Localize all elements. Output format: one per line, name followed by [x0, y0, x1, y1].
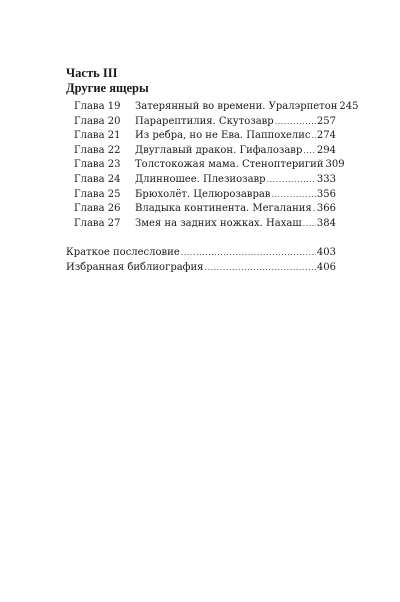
chapter-number: Глава 23	[74, 159, 121, 171]
dot-leader	[312, 129, 316, 144]
backmatter-list	[66, 245, 336, 275]
chapter-number: Глава 24	[74, 173, 121, 185]
chapter-title: Из ребра, но не Ева. Паппохелис	[135, 130, 311, 142]
toc-entry-bibliography[interactable]	[66, 260, 336, 275]
part-title: Другие ящеры	[66, 81, 149, 95]
part-label: Часть III	[66, 66, 118, 80]
page-number: 294	[316, 144, 336, 156]
dot-leader	[271, 188, 315, 203]
toc-entry-chapter-25[interactable]	[66, 188, 336, 203]
page-number: 309	[325, 159, 345, 171]
page-number: 403	[316, 247, 336, 259]
chapter-list	[66, 100, 359, 231]
page-number: 245	[339, 101, 359, 112]
page-number: 274	[316, 130, 336, 142]
toc-entry-afterword[interactable]	[66, 245, 336, 260]
entry-title: Избранная библиография	[66, 262, 204, 274]
chapter-number: Глава 27	[74, 217, 121, 229]
entry-title: Краткое послесловие	[66, 247, 180, 259]
chapter-number: Глава 26	[74, 203, 121, 215]
table-of-contents	[66, 66, 359, 275]
dot-leader	[205, 260, 316, 275]
dot-leader	[181, 245, 316, 260]
toc-entry-chapter-27[interactable]	[66, 217, 336, 232]
toc-entry-chapter-22[interactable]	[66, 144, 336, 159]
toc-entry-chapter-21[interactable]	[66, 129, 336, 144]
page-number: 406	[316, 262, 336, 274]
chapter-title: Двуглавый дракон. Гифалозавр	[135, 144, 303, 156]
chapter-number: Глава 21	[74, 130, 121, 142]
dot-leader	[303, 144, 316, 159]
dot-leader	[267, 173, 316, 188]
dot-leader	[303, 217, 316, 232]
chapter-title: Длинношее. Плезиозавр	[135, 173, 266, 185]
toc-entry-chapter-24[interactable]	[66, 173, 336, 188]
page-number: 333	[316, 173, 336, 185]
chapter-title: Затерянный во времени. Уралэрпетон	[135, 101, 338, 112]
chapter-number: Глава 22	[74, 144, 121, 156]
page-number: 384	[316, 217, 336, 229]
chapter-title: Толстокожая мама. Стеноптеригий	[135, 159, 324, 171]
chapter-number: Глава 19	[74, 101, 121, 112]
toc-entry-chapter-26[interactable]	[66, 202, 336, 217]
dot-leader	[275, 115, 316, 130]
toc-entry-chapter-23[interactable]	[66, 158, 345, 173]
page-number: 366	[316, 203, 336, 215]
page-number: 356	[316, 188, 336, 200]
chapter-title: Змея на задних ножках. Нахаш	[135, 217, 302, 229]
chapter-number: Глава 20	[74, 115, 121, 127]
dot-leader	[313, 202, 316, 217]
chapter-title: Брюхолёт. Целюрозаврав	[135, 188, 271, 200]
page-number: 257	[316, 115, 336, 127]
toc-entry-chapter-19[interactable]	[66, 100, 359, 115]
chapter-title: Парарептилия. Скутозавр	[135, 115, 274, 127]
chapter-number: Глава 25	[74, 188, 121, 200]
toc-entry-chapter-20[interactable]	[66, 115, 336, 130]
chapter-title: Владыка континента. Мегалания	[135, 203, 312, 215]
